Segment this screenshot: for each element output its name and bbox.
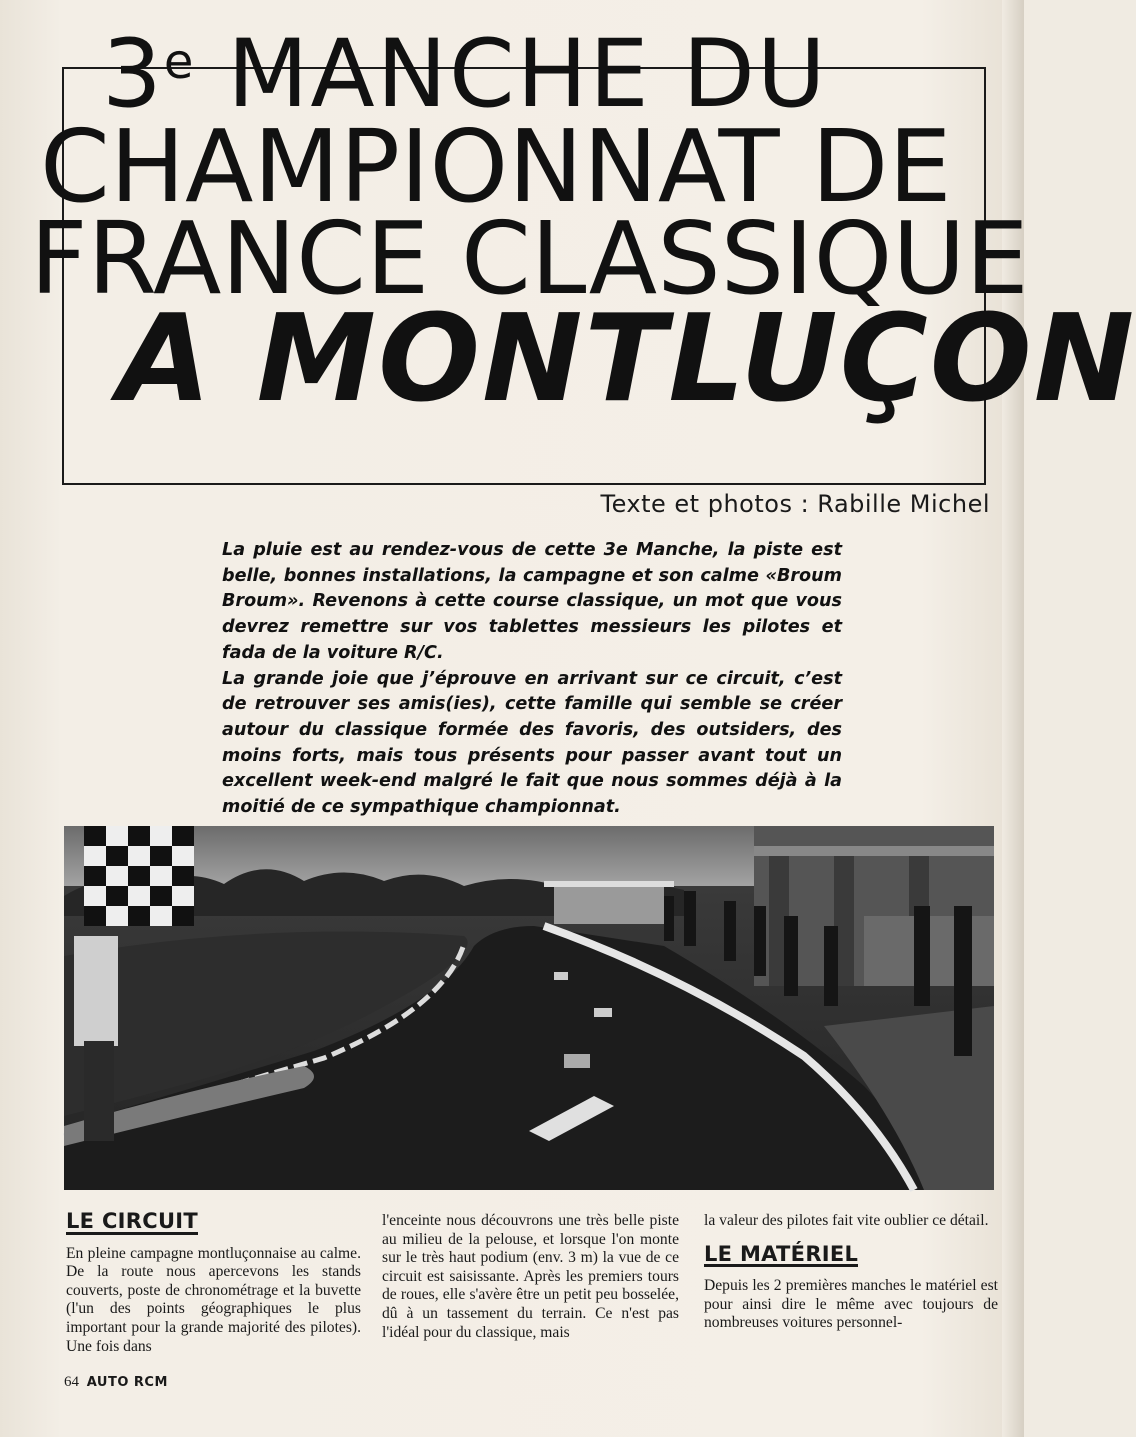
article-column-2	[382, 1212, 679, 1342]
column-3-text-a: la valeur des pilotes fait vite oublier ce détail.	[704, 1212, 989, 1229]
title-line-2: CHAMPIONNAT DE	[40, 108, 952, 225]
byline: Texte et photos : Rabille Michel	[600, 490, 990, 518]
title-line-4: A MONTLUÇON	[118, 290, 1136, 429]
page-number: 64	[64, 1374, 79, 1390]
column-2-text: l'enceinte nous découvrons une très belle piste au milieu de la pelouse, et lorsque l'on monte sur le très haut podium (env. 3 m) la vue de ce circuit est saisissante. Après les premiers tours de roues, elle s'avère être un petit peu bosselée, dû à un tassement du terrain. Ce n'est pas l'idéal pour du classique, mais	[382, 1212, 679, 1341]
article-column-1	[66, 1209, 361, 1356]
race-track-photo-drawing	[64, 826, 994, 1190]
intro-paragraph-2: La grande joie que j’éprouve en arrivant sur ce circuit, c’est de retrouver ses amis(ies), cette famille qui semble se créer autour du classique formée des favoris, des outsiders, des moins forts, mais tous présents pour passer avant tout un excellent week-end malgré le fait que nous sommes déjà à la moitié de ce sympathique championnat.	[222, 668, 842, 818]
column-1-text: En pleine campagne montluçonnaise au calme. De la route nous apercevons les stands couverts, poste de chronométrage et la buvette (l'un des points géographiques le plus important pour la grande majorité des pilotes). Une fois dans	[66, 1244, 361, 1355]
title-line-1-ordinal: e	[163, 34, 196, 90]
article-column-3	[704, 1212, 998, 1333]
magazine-name: AUTO RCM	[86, 1375, 168, 1390]
race-track-photo	[64, 826, 994, 1190]
intro-paragraph-1: La pluie est au rendez-vous de cette 3e Manche, la piste est belle, bonnes installations, la campagne et son calme «Broum Broum». Revenons à cette course classique, un mot que vous devrez remettre sur vos tablettes messieurs les pilotes et fada de la voiture R/C.	[222, 540, 842, 663]
section-heading-materiel: LE MATÉRIEL	[704, 1241, 859, 1266]
intro-paragraph	[222, 538, 842, 821]
title-line-1-text: MANCHE DU	[195, 20, 828, 129]
page-footer	[64, 1374, 168, 1391]
section-heading-circuit: LE CIRCUIT	[66, 1209, 199, 1233]
title-line-1-number: 3	[102, 20, 164, 129]
column-3-text-b: Depuis les 2 premières manches le matériel est pour ainsi dire le même avec toujours de nombreuses voitures personnel-	[704, 1277, 998, 1332]
title-line-3: FRANCE CLASSIQUE	[30, 200, 1029, 317]
